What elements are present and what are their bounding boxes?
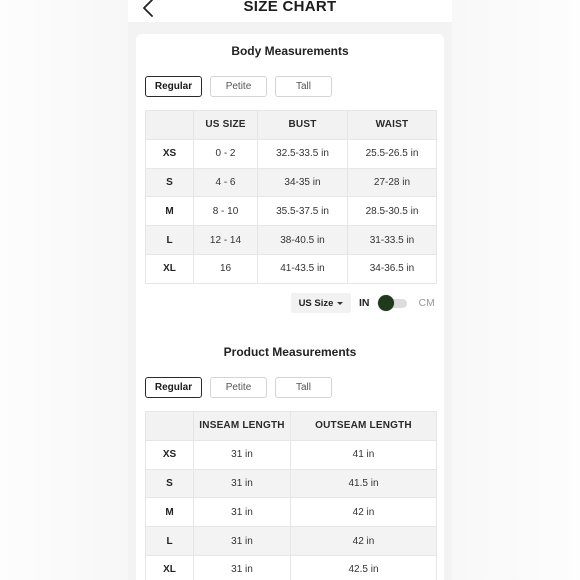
tab-tall[interactable]: Tall: [275, 377, 332, 398]
table-row: [146, 498, 437, 527]
column-header-bust: BUST: [258, 111, 348, 140]
inseam-cell: 31 in: [194, 469, 291, 498]
tab-regular[interactable]: Regular: [145, 377, 202, 398]
us-size-cell: 16: [194, 254, 258, 283]
bust-cell: 32.5-33.5 in: [258, 139, 348, 168]
inseam-cell: 31 in: [194, 498, 291, 527]
us-size-cell: 12 - 14: [194, 226, 258, 255]
size-system-label: US Size: [298, 297, 334, 309]
size-cell: XS: [146, 440, 194, 469]
toggle-knob: [378, 295, 394, 311]
us-size-cell: 8 - 10: [194, 197, 258, 226]
outseam-cell: 41.5 in: [291, 469, 437, 498]
bust-cell: 38-40.5 in: [258, 226, 348, 255]
table-row: [146, 254, 437, 283]
waist-cell: 27-28 in: [348, 168, 437, 197]
table-row: [146, 555, 437, 580]
body-measurements-table: [145, 110, 437, 284]
product-measurements-title: Product Measurements: [223, 345, 357, 359]
product-fit-tabs: [145, 377, 332, 398]
chevron-left-icon: [142, 0, 154, 22]
size-cell: XL: [146, 555, 194, 580]
size-cell: L: [146, 527, 194, 556]
us-size-cell: 0 - 2: [194, 139, 258, 168]
outseam-cell: 42 in: [291, 527, 437, 556]
waist-cell: 34-36.5 in: [348, 254, 437, 283]
size-cell: XL: [146, 254, 194, 283]
column-header: [146, 111, 194, 140]
column-header-us-size: US SIZE: [194, 111, 258, 140]
inseam-cell: 31 in: [194, 555, 291, 580]
tab-tall[interactable]: Tall: [275, 76, 332, 97]
table-header-row: [146, 412, 437, 441]
bust-cell: 35.5-37.5 in: [258, 197, 348, 226]
size-cell: M: [146, 498, 194, 527]
size-cell: XS: [146, 139, 194, 168]
table-row: [146, 139, 437, 168]
waist-cell: 25.5-26.5 in: [348, 139, 437, 168]
column-header-outseam: OUTSEAM LENGTH: [291, 412, 437, 441]
bust-cell: 34-35 in: [258, 168, 348, 197]
unit-cm-label: CM: [418, 297, 435, 309]
size-cell: S: [146, 168, 194, 197]
body-measurements-title: Body Measurements: [231, 44, 349, 58]
size-cell: S: [146, 469, 194, 498]
column-header: [146, 412, 194, 441]
bust-cell: 41-43.5 in: [258, 254, 348, 283]
waist-cell: 28.5-30.5 in: [348, 197, 437, 226]
table-row: [146, 168, 437, 197]
inseam-cell: 31 in: [194, 527, 291, 556]
waist-cell: 31-33.5 in: [348, 226, 437, 255]
table-row: [146, 469, 437, 498]
body-fit-tabs: [145, 76, 332, 97]
size-cell: L: [146, 226, 194, 255]
table-row: [146, 226, 437, 255]
outseam-cell: 41 in: [291, 440, 437, 469]
unit-controls: [291, 293, 435, 313]
caret-down-icon: [337, 302, 343, 305]
size-cell: M: [146, 197, 194, 226]
table-row: [146, 527, 437, 556]
outseam-cell: 42 in: [291, 498, 437, 527]
product-measurements-table: [145, 411, 437, 580]
page-title: SIZE CHART: [243, 0, 337, 15]
tab-petite[interactable]: Petite: [210, 76, 267, 97]
table-row: [146, 440, 437, 469]
us-size-cell: 4 - 6: [194, 168, 258, 197]
table-row: [146, 197, 437, 226]
tab-petite[interactable]: Petite: [210, 377, 267, 398]
tab-regular[interactable]: Regular: [145, 76, 202, 97]
back-button[interactable]: [138, 0, 158, 20]
outseam-cell: 42.5 in: [291, 555, 437, 580]
unit-toggle[interactable]: [378, 295, 408, 311]
column-header-waist: WAIST: [348, 111, 437, 140]
size-system-dropdown[interactable]: [291, 293, 351, 313]
unit-in-label: IN: [359, 297, 370, 309]
inseam-cell: 31 in: [194, 440, 291, 469]
table-header-row: [146, 111, 437, 140]
column-header-inseam: INSEAM LENGTH: [194, 412, 291, 441]
